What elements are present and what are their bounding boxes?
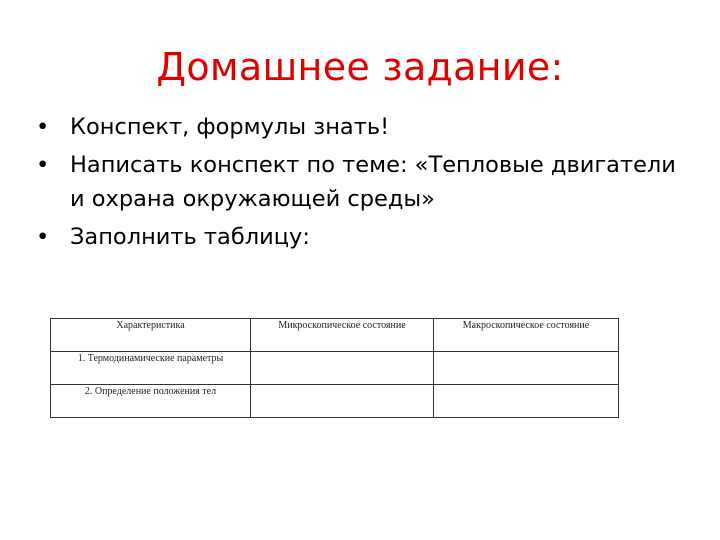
- bullet-text: Конспект, формулы знать!: [70, 114, 390, 140]
- homework-table: [50, 318, 619, 418]
- table-row: [51, 385, 619, 418]
- table-header-cell: Микроскопическое состояние: [251, 319, 434, 352]
- bullet-list: [36, 110, 696, 258]
- table-header-cell: Характеристика: [51, 319, 251, 352]
- bullet-item: [36, 148, 696, 216]
- bullet-text: Написать конспект по теме: «Тепловые двигатели и охрана окружающей среды»: [70, 152, 676, 212]
- table-cell: [251, 352, 434, 385]
- table-header-row: [51, 319, 619, 352]
- table-cell: 2. Определение положения тел: [51, 385, 251, 418]
- table-row: [51, 352, 619, 385]
- bullet-item: [36, 110, 696, 144]
- homework-table-image: [50, 318, 618, 418]
- table-cell: 1. Термодинамические параметры: [51, 352, 251, 385]
- bullet-dot-icon: •: [36, 114, 50, 140]
- table-header-cell: Макроскопическое состояние: [434, 319, 619, 352]
- bullet-item: [36, 220, 696, 254]
- bullet-text: Заполнить таблицу:: [70, 224, 310, 250]
- slide-title: Домашнее задание:: [156, 45, 564, 89]
- bullet-dot-icon: •: [36, 224, 50, 250]
- table-cell: [434, 352, 619, 385]
- table-cell: [251, 385, 434, 418]
- bullet-dot-icon: •: [36, 152, 50, 178]
- table-cell: [434, 385, 619, 418]
